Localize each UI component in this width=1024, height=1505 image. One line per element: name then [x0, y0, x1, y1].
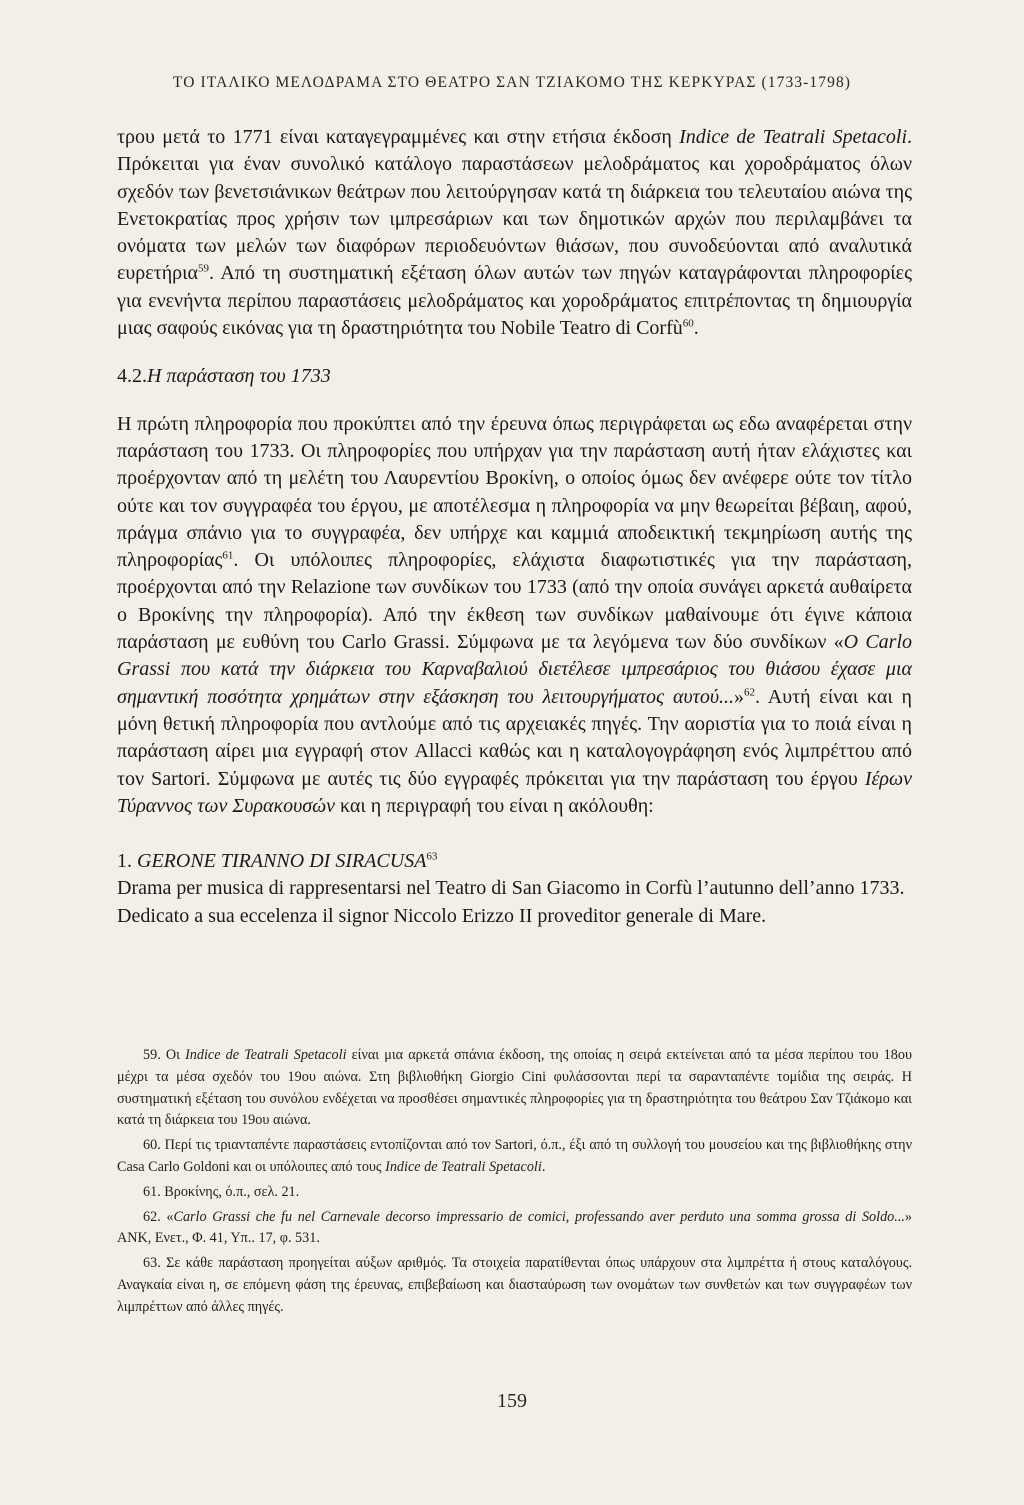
footnote-ref[interactable]: 59: [198, 262, 210, 275]
paragraph: [117, 411, 912, 820]
text-run: «: [166, 1208, 174, 1225]
running-title: ΤΟ ΙΤΑΛΙΚΟ ΜΕΛΟΔΡΑΜΑ ΣΤΟ ΘΕΑΤΡΟ ΣΑΝ ΤΖΙΑΚΟΜΟ ΤΗΣ ΚΕΡΚΥΡΑΣ (1733-1798): [172, 74, 852, 91]
work-title-italic: Indice de Teatrali Spetacoli: [679, 126, 908, 148]
footnote-number: 61.: [143, 1183, 165, 1200]
paragraph: [117, 124, 912, 342]
footnote-number: 60.: [143, 1137, 165, 1154]
text-run: Οι: [165, 1047, 186, 1063]
text-run: Βροκίνης, ό.π., σελ. 21.: [164, 1183, 300, 1200]
main-text: [117, 124, 912, 930]
text-run: είναι μια αρκετά σπάνια έκδοση, της οποίας η σειρά εκτείνεται από τα μέσα περίπου του 18ου μέχρι τα μέσα σχεδόν του 19ου αιώνα. Στη βιβλιοθήκη Giorgio Cini φυλάσσονται περί τα σαρανταπέντε τομίδια της σειράς. Η συστηματική εξέταση του συνόλου ενδέχεται να προσθέσει σημαντικές πληροφορίες για τη δραστηριότητα του θεάτρου Σαν Τζιάκομο και κατά τη διάρκεια του 19ου αιώνα.: [117, 1047, 912, 1129]
footnote-59: [117, 1045, 912, 1132]
page-number: 159: [497, 1390, 527, 1412]
entry-description: Drama per musica di rappresentarsi nel Teatro di San Giacomo in Corfù l’autunno dell’anno 1733. Dedicato a sua eccelenza il signor Niccolo Erizzo II proveditor generale di Mare.: [117, 877, 905, 927]
work-title-italic: Indice de Teatrali Spetacoli: [185, 1047, 347, 1063]
section-number: 4.2.: [117, 365, 147, 388]
footnote-63: [117, 1253, 912, 1318]
section-heading: [117, 363, 912, 390]
quotation-italic: Ο Carlo Grassi που κατά την διάρκεια του Καρναβαλιού διετέλεσε ιμπρεσάριος του θιάσου έχασε μια σημαντική ποσότητα χρημάτων στην εξάσκηση του λειτουργήματος αυτού...: [117, 631, 912, 708]
text-run: .: [541, 1158, 546, 1175]
catalog-entry: [117, 848, 912, 930]
text-run: . Αυτή είναι και η μόνη θετική πληροφορία που αντλούμε από τις αρχειακές πηγές. Την αοριστία για το ποιά είναι η παράσταση αίρει μια εγγραφή στον Allacci καθώς και η καταλογογράφηση ενός λιμπρέττου από τον Sartori. Σύμφωνα με αυτές τις δύο εγγραφές πρόκειται για την παράσταση του έργου: [117, 685, 912, 790]
entry-title: GERONE TIRANNO DI SIRACUSA: [137, 850, 427, 873]
text-run: Η πρώτη πληροφορία που προκύπτει από την έρευνα όπως περιγράφεται ως εδω αναφέρεται στην παράσταση του 1733. Οι πληροφορίες που υπήρχαν για την παράσταση αυτή ήταν ελάχιστες και προέρχονταν από τη μελέτη του Λαυρεντίου Βροκίνη, ο οποίος όμως δεν ανέφερε ούτε τον τίτλο ούτε και τον συγγραφέα του έργου, με αποτέλεσμα η πληροφορία να μην θεωρείται βέβαιη, αφού, πράγμα σπάνιο για το συγγραφέα, δεν υπήρχε και καμμιά αποδεικτική τεκμηρίωση αυτής της πληροφορίας: [117, 412, 912, 572]
text-run: . Από τη συστηματική εξέταση όλων αυτών των πηγών καταγράφονται πληροφορίες για ενενήντα περίπου παραστάσεις μελοδράματος και χοροδράματος επιτρέποντας τη δημιουργία μιας σαφούς εικόνας για τη δραστηριότητα του Nobile Teatro di Corfù: [117, 262, 912, 340]
footnote-ref[interactable]: 62: [744, 685, 756, 698]
text-run: Σε κάθε παράσταση προηγείται αύξων αριθμός. Τα στοιχεία παρατίθενται όπως υπάρχουν στα λιμπρέττα ή στους καταλόγους. Αναγκαία είναι η, σε επόμενη φάση της έρευνας, επιβεβαίωση και διασταύρωση των ονομάτων των συνθετών και των συγγραφέων των λιμπρέττων από άλλες πηγές.: [117, 1255, 912, 1315]
text-run: . Πρόκειται για έναν συνολικό κατάλογο παραστάσεων μελοδράματος και χοροδράματος όλων σχεδόν των βενετσιάνικων θεάτρων που λειτούργησαν κατά τη διάρκεια του τελευταίου αιώνα της Ενετοκρατίας προς χρήσιν των ιμπρεσάριων και των δημοτικών αρχών που περιλαμβάνει τα ονόματα των μελών των διαφόρων περιοδευόντων θιάσων, που συνοδεύονται από αναλυτικά ευρετήρια: [117, 126, 913, 285]
footnote-ref[interactable]: 63: [426, 850, 438, 863]
text-run: . Οι υπόλοιπες πληροφορίες, ελάχιστα διαφωτιστικές για την παράσταση, προέρχονται από την Relazione των συνδίκων του 1733 (από την οποία συνάγει αρκετά αυθαίρετα ο Βροκίνης την πληροφορία). Από την έκθεση των συνδίκων μαθαίνουμε ότι έγινε κάποια παράσταση με ευθύνη του Carlo Grassi. Σύμφωνα με τα λεγόμενα των δύο συνδίκων «: [117, 549, 912, 654]
work-title-italic: Ιέρων Τύραννος των Συρακουσών: [117, 767, 912, 817]
footnote-number: 63.: [143, 1255, 167, 1272]
footnotes: [117, 1045, 912, 1322]
text-run: »: [734, 685, 745, 708]
work-title-italic: Indice de Teatrali Spetacoli: [385, 1158, 542, 1175]
footnote-61: [117, 1182, 912, 1204]
text-run: » ΑΝΚ, Ενετ., Φ. 41, Υπ.. 17, φ. 531.: [117, 1208, 913, 1247]
section-title: Η παράσταση του 1733: [147, 365, 331, 388]
quotation-italic: Carlo Grassi che fu nel Carnevale decorso impressario de comici, professando aver perduto una somma grossa di Soldo...: [173, 1208, 905, 1225]
footnote-number: 59.: [143, 1047, 166, 1063]
footnote-60: [117, 1135, 912, 1179]
footnote-ref[interactable]: 60: [682, 317, 694, 330]
entry-number: 1.: [117, 850, 137, 873]
footnote-number: 62.: [143, 1208, 167, 1225]
footnote-62: [117, 1207, 912, 1251]
footnote-ref[interactable]: 61: [222, 549, 234, 562]
text-run: τρου μετά το 1771 είναι καταγεγραμμένες και στην ετήσια έκδοση: [117, 126, 680, 148]
text-run: Περί τις τριανταπέντε παραστάσεις εντοπίζονται από τον Sartori, ό.π., έξι από τη συλλογή του μουσείου και της βιβλιοθήκης στην Casa Carlo Goldoni και οι υπόλοιπες από τους: [117, 1137, 912, 1175]
text-run: και η περιγραφή του είναι η ακόλουθη:: [334, 794, 654, 817]
text-run: .: [693, 317, 699, 340]
